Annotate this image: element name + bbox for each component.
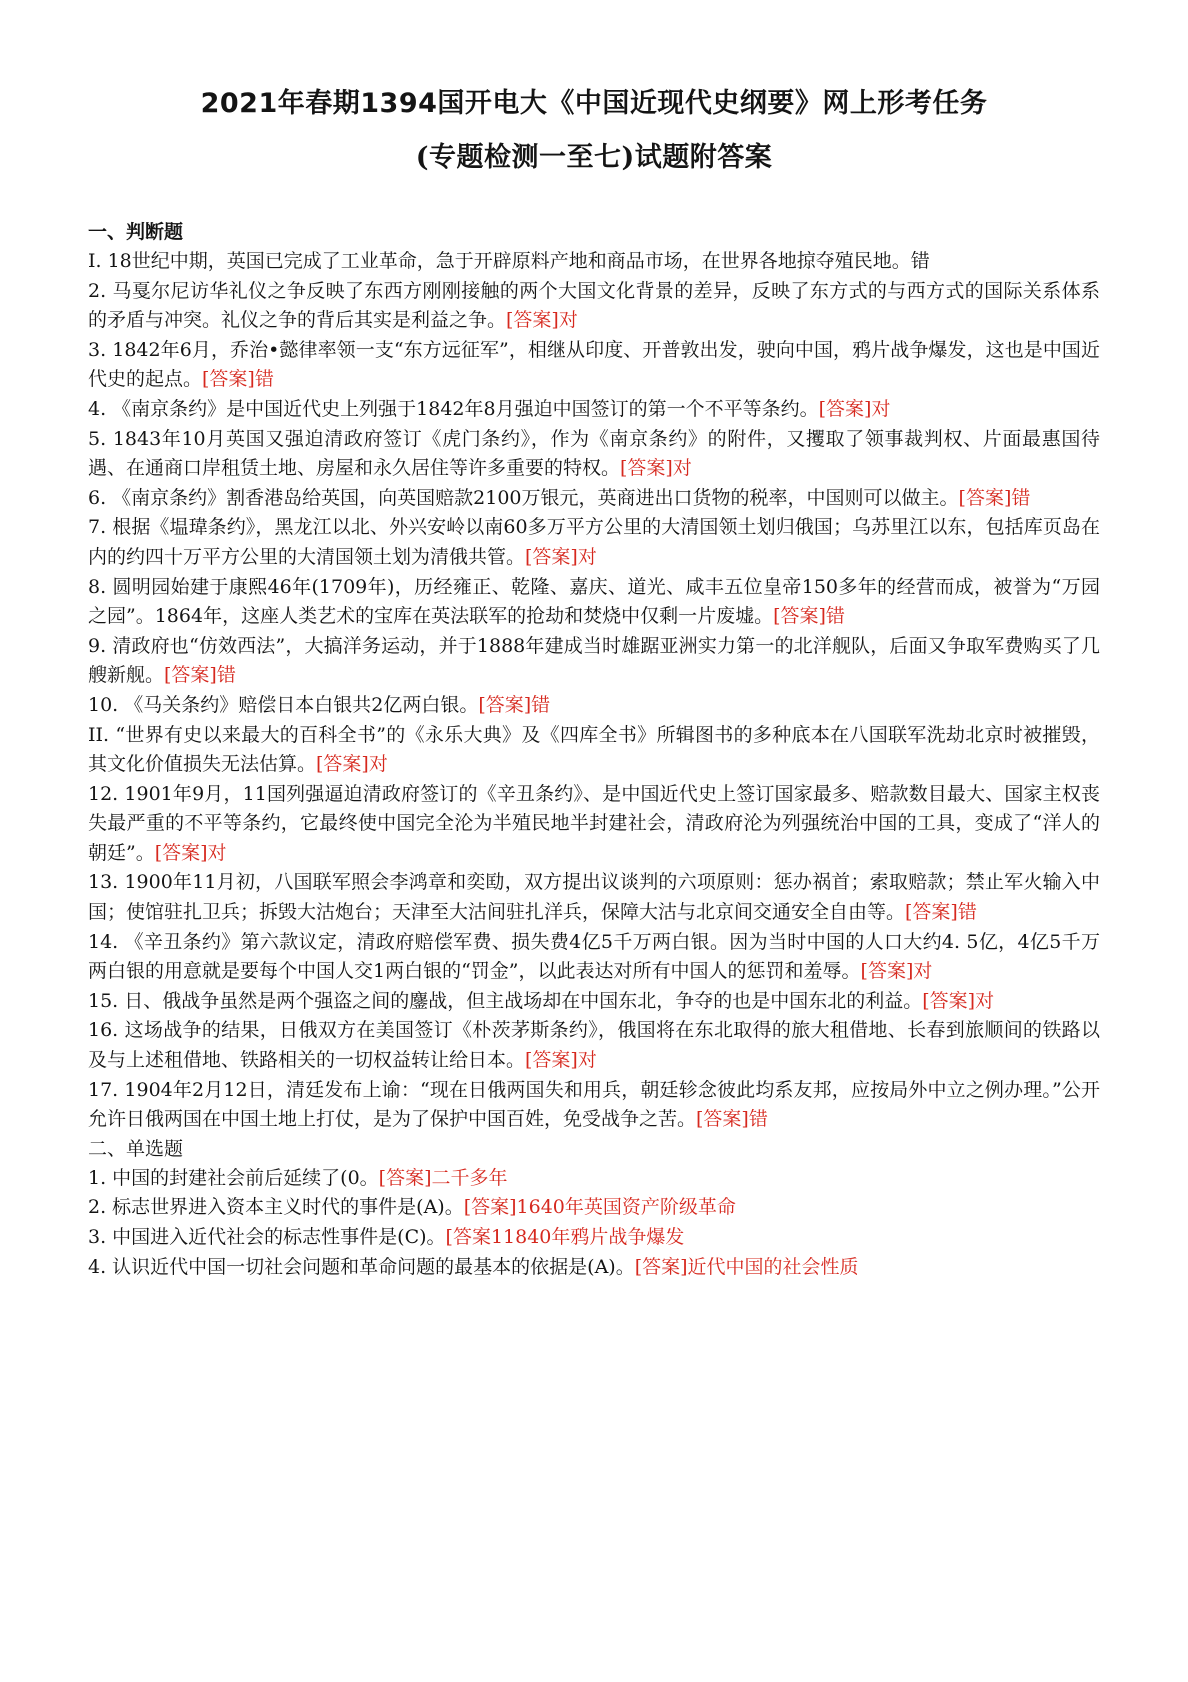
question-item — [88, 1164, 1100, 1194]
question-text: 12. 1901年9月，11国列强逼迫清政府签订的《辛丑条约》、是中国近代史上签订国家最多、赔款数目最大、国家主权丧失最严重的不平等条约，它最终使中国完全沦为半殖民地半封建社会，清政府沦为列强统治中国的工具，变成了“洋人的朝廷”。 — [88, 782, 1100, 864]
answer-text: [答案]对 — [525, 545, 597, 568]
answer-text: [答案]错 — [958, 486, 1031, 509]
question-item — [88, 277, 1100, 336]
answer-text: [答案]错 — [773, 605, 845, 628]
document-body — [88, 218, 1100, 1282]
page-subtitle: (专题检测一至七)试题附答案 — [415, 142, 773, 173]
question-text: 9. 清政府也“仿效西法”，大搞洋务运动，并于1888年建成当时雄踞亚洲实力第一的北洋舰队，后面又争取军费购买了几艘新舰。 — [88, 634, 1100, 687]
question-text: 10. 《马关条约》赔偿日本白银共2亿两白银。 — [88, 693, 479, 716]
answer-text: [答案]对 — [818, 397, 891, 420]
question-item — [88, 573, 1100, 632]
question-item — [88, 336, 1100, 395]
question-item — [88, 1076, 1100, 1135]
question-text: 4. 《南京条约》是中国近代史上列强于1842年8月强迫中国签订的第一个不平等条约。 — [88, 397, 819, 420]
question-text: 16. 这场战争的结果，日俄双方在美国签订《朴茨茅斯条约》，俄国将在东北取得的旅大租借地、长春到旅顺间的铁路以及与上述租借地、铁路相关的一切权益转让给日本。 — [88, 1019, 1100, 1072]
question-text: 7. 根据《塭瑋条约》，黑龙江以北、外兴安岭以南60多万平方公里的大清国领土划归俄国；乌苏里江以东，包括库页岛在内的约四十万平方公里的大清国领土划为清俄共管。 — [88, 516, 1100, 568]
question-item — [88, 513, 1100, 572]
page-title: 2021年春期1394国开电大《中国近现代史纲要》网上形考任务 — [200, 88, 988, 119]
question-item — [88, 484, 1100, 514]
question-item — [88, 632, 1100, 691]
question-item — [88, 780, 1100, 869]
answer-text: [答案11840年鸦片战争爆发 — [445, 1226, 685, 1248]
answer-text: [答案]1640年英国资产阶级革命 — [463, 1196, 736, 1219]
answer-text: [答案]对 — [506, 309, 578, 332]
question-text: II. “世界有史以来最大的百科全书”的《永乐大典》及《四库全书》所辑图书的多种底本在八国联军洗劫北京时被摧毁，其文化价值损失无法估算。 — [88, 723, 1100, 776]
question-text: 1. 中国的封建社会前后延续了(0。 — [88, 1166, 379, 1189]
question-text: 8. 圆明园始建于康熙46年(1709年)，历经雍正、乾隆、嘉庆、道光、咸丰五位皇帝150多年的经营而成，被誉为“万园之园”。1864年，这座人类艺术的宝库在英法联军的抢劫和焚烧中仅剩一片废墟。 — [88, 575, 1100, 628]
answer-text: [答案]错 — [202, 368, 274, 391]
question-list — [88, 1164, 1100, 1282]
question-item — [88, 1016, 1100, 1075]
answer-text: [答案]对 — [620, 457, 692, 480]
question-item — [88, 1193, 1100, 1223]
question-item — [88, 425, 1100, 484]
question-item — [88, 1223, 1100, 1253]
question-text: I. 18世纪中期，英国已完成了工业革命，急于开辟原料产地和商品市场，在世界各地掠夺殖民地。错 — [88, 250, 930, 272]
question-text: 4. 认识近代中国一切社会问题和革命问题的最基本的依据是(A)。 — [88, 1255, 635, 1278]
answer-text: [答案]错 — [696, 1108, 768, 1131]
question-text: 5. 1843年10月英国又强迫清政府签订《虎门条约》，作为《南京条约》的附件，又攫取了领事裁判权、片面最惠国待遇、在通商口岸租赁土地、房屋和永久居住等许多重要的特权。 — [88, 427, 1100, 480]
answer-text: [答案]对 — [525, 1049, 597, 1072]
answer-text: [答案]错 — [478, 693, 551, 716]
question-text: 15. 日、俄战争虽然是两个强盗之间的鏖战，但主战场却在中国东北，争夺的也是中国东北的利益。 — [88, 989, 923, 1012]
answer-text: [答案]二千多年 — [378, 1166, 508, 1189]
section-heading: 二、单选题 — [88, 1137, 184, 1160]
question-item — [88, 987, 1100, 1017]
question-item — [88, 928, 1100, 987]
question-text: 2. 马戛尔尼访华礼仪之争反映了东西方刚刚接触的两个大国文化背景的差异，反映了东方式的与西方式的国际关系体系的矛盾与冲突。礼仪之争的背后其实是利益之争。 — [88, 279, 1100, 332]
question-text: 6. 《南京条约》割香港岛给英国，向英国赔款2100万银元，英商进出口货物的税率，中国则可以做主。 — [88, 486, 959, 509]
question-text: 14. 《辛丑条约》第六款议定，清政府赔偿军费、损失费4亿5千万两白银。因为当时中国的人口大约4. 5亿，4亿5千万两白银的用意就是要每个中国人交1两白银的“罚金”，以此表达对所有中国人的惩罚和羞辱。 — [88, 930, 1100, 983]
answer-text: [答案]对 — [860, 960, 933, 983]
answer-text: [答案]近代中国的社会性质 — [634, 1255, 859, 1278]
question-item — [88, 721, 1100, 780]
answer-text: [答案]对 — [316, 753, 388, 776]
question-text: 17. 1904年2月12日，清廷发布上谕：“现在日俄两国失和用兵，朝廷轸念彼此均系友邦，应按局外中立之例办理。”公开允许日俄两国在中国土地上打仗，是为了保护中国百姓，免受战争之苦。 — [88, 1078, 1100, 1131]
answer-text: [答案]错 — [164, 664, 236, 687]
question-text: 3. 中国进入近代社会的标志性事件是(C)。 — [88, 1226, 446, 1248]
question-list — [88, 247, 1100, 1135]
answer-text: [答案]对 — [154, 841, 227, 864]
question-text: 2. 标志世界进入资本主义时代的事件是(A)。 — [88, 1196, 464, 1219]
question-text: 3. 1842年6月，乔治•懿律率领一支“东方远征军”，相继从印度、开普敦出发，驶向中国，鸦片战争爆发，这也是中国近代史的起点。 — [88, 338, 1100, 391]
question-item — [88, 247, 1100, 277]
answer-text: [答案]对 — [922, 989, 995, 1012]
question-item — [88, 691, 1100, 721]
question-text: 13. 1900年11月初，八国联军照会李鸿章和奕劻，双方提出议谈判的六项原则：惩办祸首；索取赔款；禁止军火输入中国；使馆驻扎卫兵；拆毁大沽炮台；天津至大沽间驻扎洋兵，保障大沽与北京间交通安全自由等。 — [88, 871, 1100, 924]
question-item — [88, 868, 1100, 927]
answer-text: [答案]错 — [905, 901, 977, 924]
section-heading: 一、判断题 — [88, 221, 184, 243]
question-item — [88, 395, 1100, 425]
question-item — [88, 1253, 1100, 1283]
